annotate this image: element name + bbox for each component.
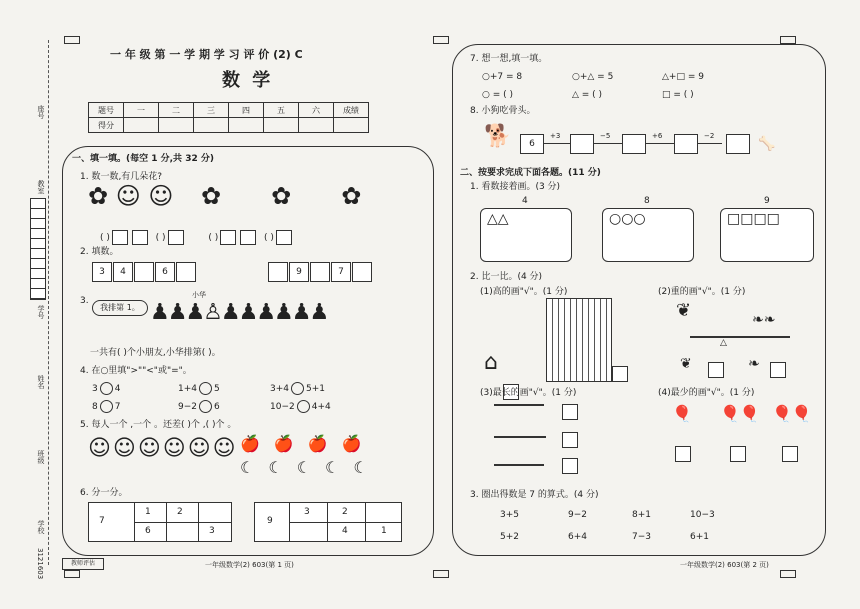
q2-cell[interactable]	[352, 262, 372, 282]
q22c-text: (3)最长的画"√"。(1 分)	[480, 388, 577, 398]
children-icons: ☺☺☺☺☺☺	[88, 436, 238, 461]
q6-value: 9	[267, 516, 273, 526]
flower-pot-icons: ✿ ☺ ☺ ✿ ✿ ✿	[88, 182, 362, 210]
xiaohua-label: 小华	[192, 291, 206, 299]
q8-cell[interactable]	[726, 134, 750, 154]
speech-bubble: 我排第 1。	[92, 300, 148, 316]
q7-answer[interactable]: △ = ( )	[572, 90, 603, 100]
classroom-label: 教室	[37, 180, 45, 194]
seat-label: 座号	[37, 105, 45, 119]
q2-cell[interactable]	[310, 262, 330, 282]
teacher-eval-box: 教师评估	[62, 558, 104, 570]
q21-text: 1. 看数接着画。(3 分)	[470, 182, 561, 192]
q6-table-b	[254, 502, 402, 542]
name-label: 姓名	[37, 375, 45, 389]
q4-item[interactable]: 3+4 5+1	[270, 384, 325, 394]
q6-value: 3	[304, 507, 310, 517]
right-page-footer: 一年级数学(2) 603(第 2 页)	[680, 561, 769, 569]
q8-start: 6	[520, 134, 544, 154]
crop-mark	[64, 570, 80, 578]
check-box[interactable]	[562, 432, 578, 448]
banana-icons: ☾☾☾☾☾	[240, 458, 382, 477]
q6-value: 4	[342, 526, 348, 536]
dog-icon: 🐕	[484, 124, 512, 149]
q8-op: +6	[652, 132, 663, 140]
q22-text: 2. 比一比。(4 分)	[470, 272, 543, 282]
expr[interactable]: 7−3	[632, 532, 651, 542]
rope-straight	[494, 436, 546, 438]
check-box[interactable]	[782, 446, 798, 462]
balloon-icon: 🎈🎈	[772, 404, 812, 423]
q4-item[interactable]: 9−2 6	[178, 402, 220, 412]
rope-short	[494, 404, 544, 406]
left-page-footer: 一年级数学(2) 603(第 1 页)	[205, 561, 294, 569]
expr[interactable]: 5+2	[500, 532, 519, 542]
dragonfruit-icon: ❦	[676, 300, 692, 321]
q2-cell: 4	[113, 262, 133, 282]
subject-title: 数 学	[222, 70, 274, 91]
q7-answer[interactable]: ○ = ( )	[482, 90, 513, 100]
paper-code: 3121603	[36, 548, 44, 580]
q2-cell[interactable]	[268, 262, 288, 282]
q3-number: 3.	[80, 296, 89, 306]
scale-fulcrum: △	[720, 338, 727, 348]
crop-mark	[64, 36, 80, 44]
crop-mark	[780, 36, 796, 44]
score-header: 题号	[89, 103, 124, 118]
q5-text: 5. 每人一个 ,一个 。还差( )个 ,( )个 。	[80, 420, 237, 430]
q7-answer[interactable]: □ = ( )	[662, 90, 694, 100]
q21-number: 4	[522, 196, 528, 206]
expr[interactable]: 10−3	[690, 510, 715, 520]
score-header: 成绩	[334, 103, 369, 118]
crop-mark	[433, 570, 449, 578]
q6-text: 6. 分一分。	[80, 488, 128, 498]
q6-value: 6	[145, 526, 151, 536]
q1-answers[interactable]: ( ) ( ) ( ) ( )	[100, 230, 294, 245]
apple-icons: 🍎🍎🍎🍎	[240, 434, 376, 453]
q8-op: +3	[550, 132, 561, 140]
binding-line	[48, 40, 50, 565]
check-box[interactable]	[708, 362, 724, 378]
expr[interactable]: 9−2	[568, 510, 587, 520]
q6-value: 2	[342, 507, 348, 517]
q7-eq: ○+△ = 5	[572, 72, 614, 82]
q4-item[interactable]: 8 7	[92, 402, 121, 412]
balloon-icon: 🎈	[672, 404, 692, 423]
score-cell[interactable]	[334, 118, 369, 133]
score-cell[interactable]	[264, 118, 299, 133]
check-box[interactable]	[562, 404, 578, 420]
check-box[interactable]	[612, 366, 628, 382]
balloon-icon: 🎈🎈	[720, 404, 760, 423]
q1-text: 1. 数一数,有几朵花?	[80, 172, 163, 182]
children-row-icon: ♟♟♟♙♟♟♟♟♟♟	[150, 300, 328, 325]
score-header: 六	[299, 103, 334, 118]
q8-cell[interactable]	[674, 134, 698, 154]
check-box[interactable]	[562, 458, 578, 474]
bone-icon: 🦴	[758, 136, 776, 152]
q2-cell: 9	[289, 262, 309, 282]
score-row-label: 得分	[89, 118, 124, 133]
q4-item[interactable]: 3 4	[92, 384, 121, 394]
q6-table-a	[88, 502, 232, 542]
q4-item[interactable]: 1+4 5	[178, 384, 220, 394]
q21-number: 8	[644, 196, 650, 206]
section1-title: 一、填一填。(每空 1 分,共 32 分)	[72, 154, 214, 164]
q8-text: 8. 小狗吃骨头。	[470, 106, 536, 116]
draw-box-triangles[interactable]: △△	[480, 208, 572, 262]
crop-mark	[780, 570, 796, 578]
pepper-icon: ❧❧	[752, 312, 776, 328]
score-header: 一	[124, 103, 159, 118]
q4-item[interactable]: 10−2 4+4	[270, 402, 331, 412]
q7-eq: △+□ = 9	[662, 72, 704, 82]
q6-value: 1	[381, 526, 387, 536]
q8-cell[interactable]	[570, 134, 594, 154]
student-id-boxes	[30, 198, 46, 300]
q22b-text: (2)重的画"√"。(1 分)	[658, 287, 746, 297]
grade-label: 班级	[37, 450, 45, 464]
q23-text: 3. 圈出得数是 7 的算式。(4 分)	[470, 490, 599, 500]
q6-value: 1	[145, 507, 151, 517]
score-cell[interactable]	[229, 118, 264, 133]
q21-number: 9	[764, 196, 770, 206]
exam-title: 一 年 级 第 一 学 期 学 习 评 价 (2) C	[110, 48, 303, 61]
q7-eq: ○+7 = 8	[482, 72, 523, 82]
q8-cell[interactable]	[622, 134, 646, 154]
student-id-label: 学号	[37, 305, 45, 319]
check-box[interactable]	[770, 362, 786, 378]
q8-op: −2	[704, 132, 715, 140]
expr[interactable]: 6+4	[568, 532, 587, 542]
q2-cell: 7	[331, 262, 351, 282]
school-label: 学校	[37, 520, 45, 534]
q7-text: 7. 想一想,填一填。	[470, 54, 548, 64]
draw-box-circles[interactable]: ○○○	[602, 208, 694, 262]
score-cell[interactable]	[299, 118, 334, 133]
score-header: 五	[264, 103, 299, 118]
tall-building-icon	[546, 298, 612, 382]
q4-text: 4. 在○里填">""<"或"="。	[80, 366, 192, 376]
q3-text: 一共有( )个小朋友,小华排第( )。	[90, 348, 221, 358]
dragonfruit-icon: ❦	[680, 356, 692, 372]
score-cell[interactable]	[124, 118, 159, 133]
check-box[interactable]	[675, 446, 691, 462]
score-cell[interactable]	[159, 118, 194, 133]
score-table	[88, 102, 369, 133]
score-header: 四	[229, 103, 264, 118]
q2-cell[interactable]	[134, 262, 154, 282]
q8-op: −5	[600, 132, 611, 140]
scale-beam	[690, 336, 790, 338]
q2-cell: 3	[92, 262, 112, 282]
q6-value: 7	[99, 516, 105, 526]
score-header: 二	[159, 103, 194, 118]
expr[interactable]: 8+1	[632, 510, 651, 520]
section2-title: 二、按要求完成下面各题。(11 分)	[460, 168, 601, 178]
draw-box-squares[interactable]: □□□□	[720, 208, 814, 262]
pepper-icon: ❧	[748, 356, 760, 372]
right-panel	[452, 44, 826, 556]
score-cell[interactable]	[194, 118, 229, 133]
check-box[interactable]	[730, 446, 746, 462]
q2-text: 2. 填数。	[80, 247, 119, 257]
q6-value: 2	[177, 507, 183, 517]
rope-loop	[494, 464, 544, 466]
q22a-text: (1)高的画"√"。(1 分)	[480, 287, 568, 297]
q22d-text: (4)最少的画"√"。(1 分)	[658, 388, 755, 398]
crop-mark	[433, 36, 449, 44]
expr[interactable]: 3+5	[500, 510, 519, 520]
q2-cell[interactable]	[176, 262, 196, 282]
expr[interactable]: 6+1	[690, 532, 709, 542]
q2-cell: 6	[155, 262, 175, 282]
house-icon: ⌂	[484, 350, 498, 375]
score-header: 三	[194, 103, 229, 118]
q6-value: 3	[209, 526, 215, 536]
